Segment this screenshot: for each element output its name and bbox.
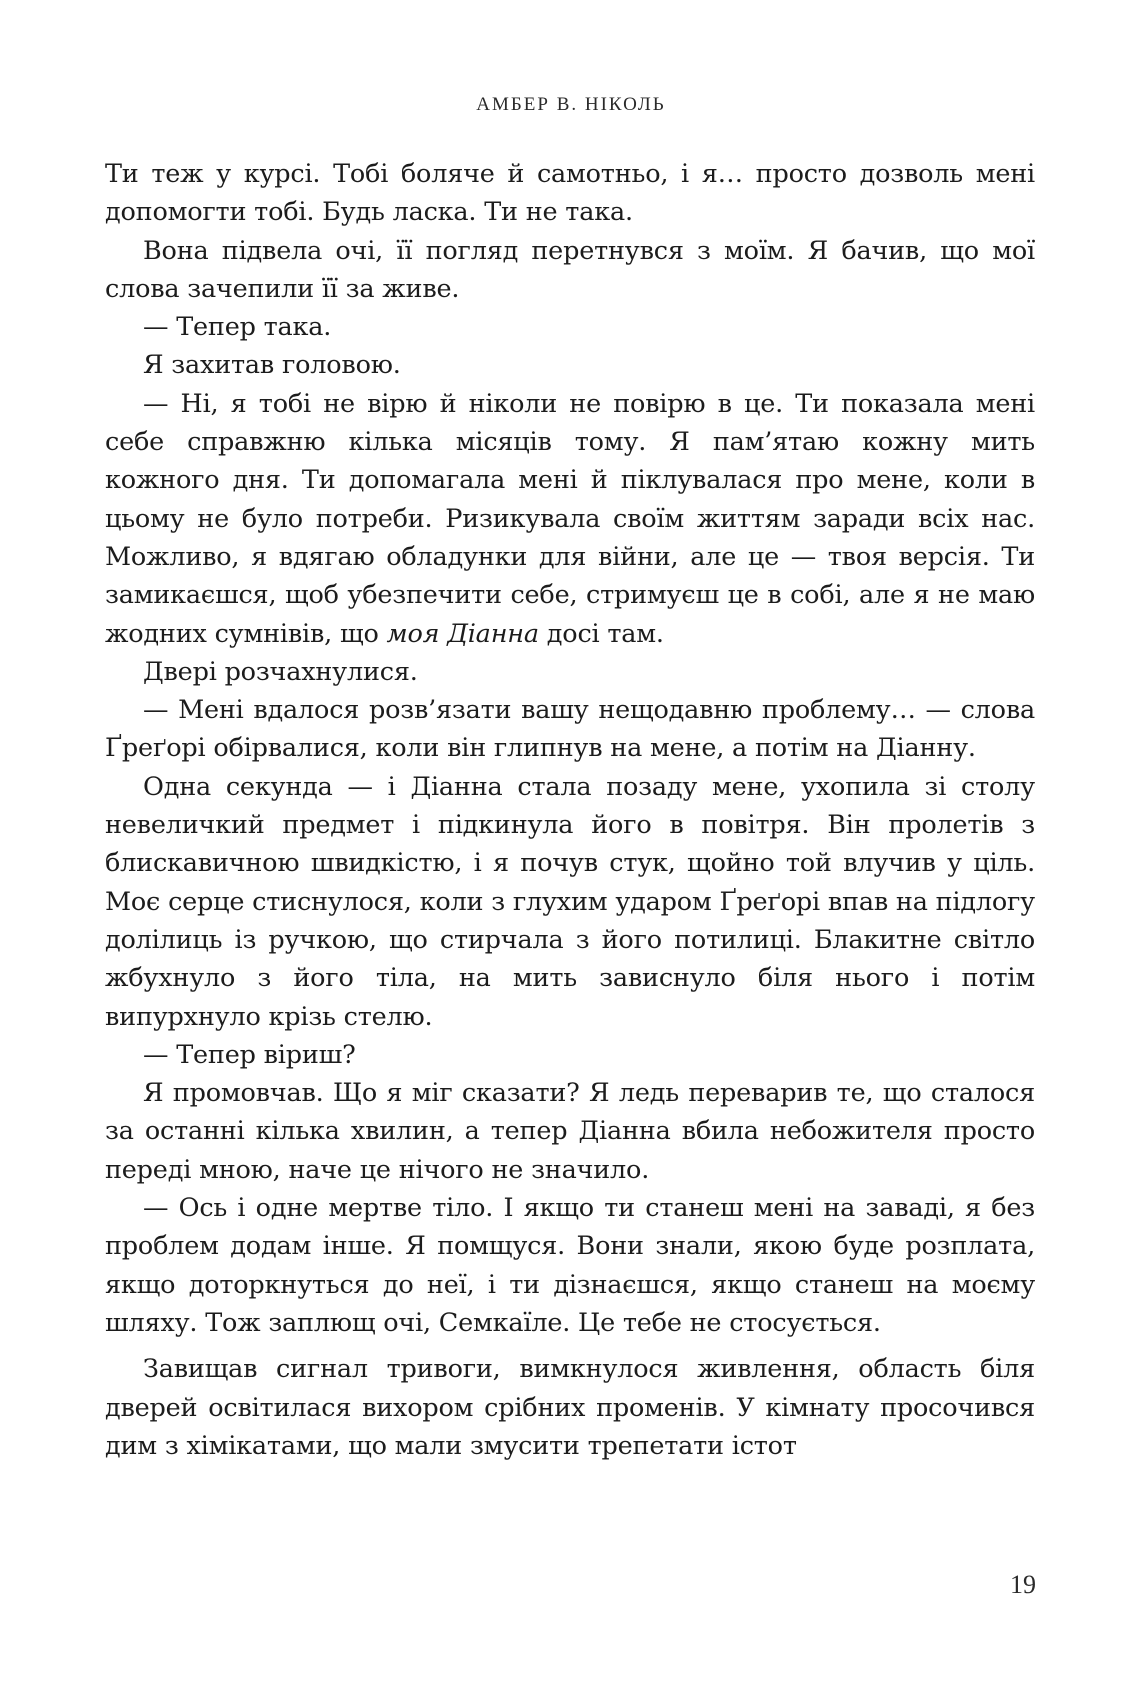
- page-number: 19: [1010, 1570, 1036, 1599]
- body-text: [105, 155, 1035, 1465]
- paragraph: Одна секунда — і Діанна стала позаду мене, ухопила зі столу невеличкий предмет і підкинула його в повітря. Він пролетів з блискавичною швидкістю, і я почув стук, щойно той влучив у ціль. Моє серце стиснулося, коли з глухим ударом Ґреґорі впав на підлогу долілиць із ручкою, що стирчала з його потилиці. Блакитне світло жбухнуло з його тіла, на мить зависнуло біля нього і потім випурхнуло крізь стелю.: [105, 771, 1035, 1032]
- paragraph: — Тепер така.: [143, 312, 332, 343]
- italic-phrase: моя Діанна: [386, 618, 539, 649]
- paragraph: Вона підвела очі, її погляд перетнувся з моїм. Я бачив, що мої слова зачепили її за живе.: [105, 235, 1035, 304]
- running-head: АМБЕР В. НІКОЛЬ: [476, 94, 666, 115]
- paragraph: Ти теж у курсі. Тобі боляче й самотньо, і я… просто дозволь мені допомогти тобі. Будь ласка. Ти не така.: [105, 159, 1035, 228]
- paragraph: — Ось і одне мертве тіло. І якщо ти станеш мені на заваді, я без проблем додам інше. Я помщуся. Вони знали, якою буде розплата, якщо доторкнуться до неї, і ти дізнаєшся, якщо станеш на моєму шляху. Тож заплющ очі, Семкаїле. Це тебе не стосується.: [105, 1193, 1035, 1338]
- paragraph: Я захитав головою.: [143, 350, 401, 381]
- paragraph: — Тепер віриш?: [143, 1039, 356, 1070]
- paragraph: Двері розчахнулися.: [143, 656, 418, 687]
- paragraph-text: — Ні, я тобі не вірю й ніколи не повірю в це. Ти показала мені себе справжню кілька місяців тому. Я пам’ятаю кожну мить кожного дня. Ти допомагала мені й піклувалася про мене, коли в цьому не було потреби. Ризикувала своїм життям заради всіх нас. Можливо, я вдягаю обладунки для війни, але це — твоя версія. Ти замикаєшся, щоб убезпечити себе, стримуєш це в собі, але я не маю жодних сумнівів, що: [105, 388, 1035, 649]
- paragraph: Завищав сигнал тривоги, вимкнулося живлення, область біля дверей освітилася вихором срібних променів. У кімнату просочився дим з хімікатами, що мали змусити трепетати істот: [105, 1354, 1035, 1461]
- paragraph-text: досі там.: [538, 618, 664, 649]
- paragraph: — Мені вдалося розв’язати вашу нещодавню проблему… — слова Ґреґорі обірвалися, коли він глипнув на мене, а потім на Діанну.: [105, 695, 1035, 764]
- paragraph: Я промовчав. Що я міг сказати? Я ледь переварив те, що сталося за останні кілька хвилин, а тепер Діанна вбила небожителя просто переді мною, наче це нічого не значило.: [105, 1078, 1035, 1185]
- paragraph: [105, 385, 1035, 653]
